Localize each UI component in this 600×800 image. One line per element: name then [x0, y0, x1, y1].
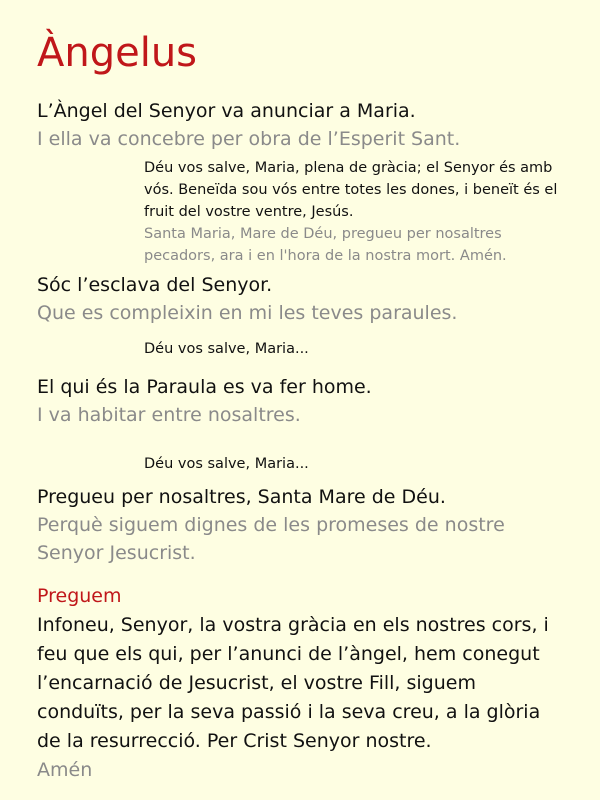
ave-maria-full	[144, 157, 563, 267]
verse-3-lead: El qui és la Paraula es va fer home.	[37, 376, 372, 398]
page-title: Àngelus	[37, 30, 198, 76]
verse-2-lead: Sóc l’esclava del Senyor.	[37, 274, 273, 296]
ave-maria-short-2	[144, 453, 563, 475]
verse-3	[37, 373, 563, 429]
verse-3-response: I va habitar entre nosaltres.	[37, 404, 301, 426]
verse-1-response: I ella va concebre per obra de l’Esperit Sant.	[37, 128, 461, 150]
verse-4	[37, 483, 563, 567]
ave-maria-response: Santa Maria, Mare de Déu, pregueu per nosaltres pecadors, ara i en l'hora de la nostra mort. Amén.	[144, 226, 507, 264]
verse-1	[37, 97, 563, 153]
verse-1-lead: L’Àngel del Senyor va anunciar a Maria.	[37, 100, 416, 122]
preguem-prayer-text: Infoneu, Senyor, la vostra gràcia en els nostres cors, i feu que els qui, per l’anunci de l’àngel, hem conegut l’encarnació de Jesucrist, el vostre Fill, siguem conduïts, per la seva passió i la seva creu, a la glòria de la resurrecció. Per Crist Senyor nostre.	[37, 614, 549, 752]
verse-2-response: Que es compleixin en mi les teves paraules.	[37, 302, 458, 324]
verse-2	[37, 271, 563, 327]
preguem-heading: Preguem	[37, 585, 122, 607]
ave-maria-short-2-text: Déu vos salve, Maria...	[144, 456, 309, 472]
ave-maria-short-1	[144, 338, 563, 360]
ave-maria-short-1-text: Déu vos salve, Maria...	[144, 341, 309, 357]
verse-4-lead: Pregueu per nosaltres, Santa Mare de Déu.	[37, 486, 446, 508]
ave-maria-lead: Déu vos salve, Maria, plena de gràcia; el Senyor és amb vós. Beneïda sou vós entre totes les dones, i beneït és el fruit del vostre ventre, Jesús.	[144, 160, 558, 220]
amen-response: Amén	[37, 759, 93, 781]
verse-4-response: Perquè siguem dignes de les promeses de nostre Senyor Jesucrist.	[37, 514, 505, 564]
